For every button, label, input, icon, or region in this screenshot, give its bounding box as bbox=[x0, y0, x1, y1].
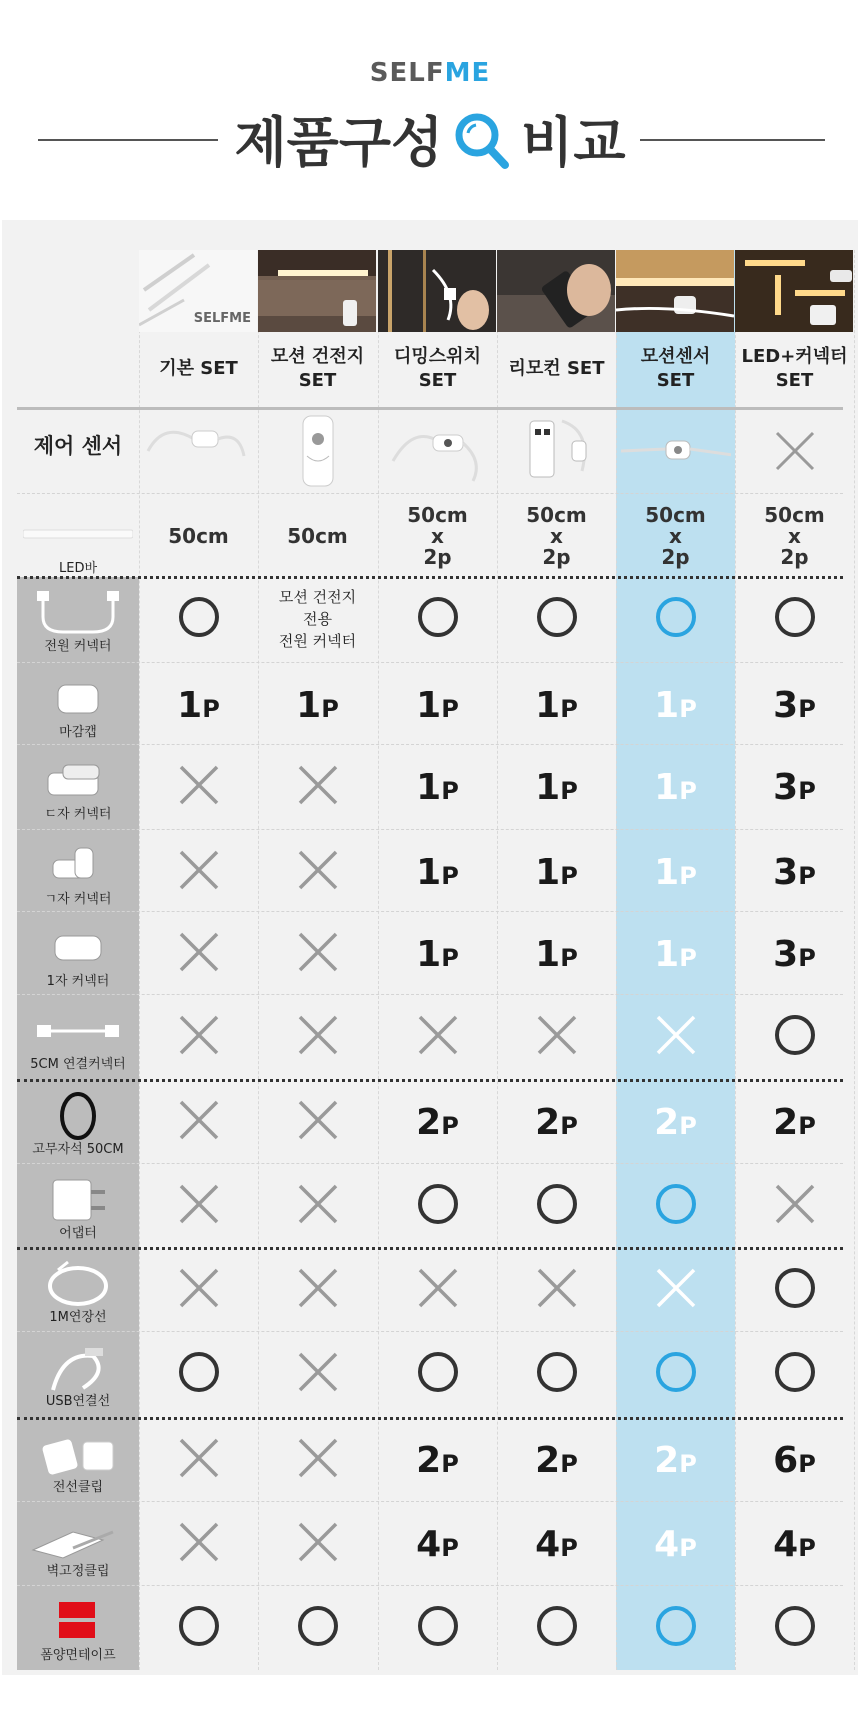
motion-sensor-icon bbox=[616, 410, 735, 492]
circle-mark-icon bbox=[773, 1266, 817, 1314]
cross-mark-icon bbox=[177, 1266, 221, 1314]
item-count-unit: P bbox=[441, 1111, 459, 1140]
row-label: 1M연장선 bbox=[49, 1310, 107, 1325]
item-cell bbox=[735, 830, 854, 914]
item-count-value: 3 bbox=[773, 766, 799, 808]
wire-clip-icon bbox=[17, 1428, 139, 1478]
column-title: 디밍스위치 bbox=[394, 346, 481, 367]
item-count-unit: P bbox=[560, 861, 578, 890]
title-text-right: 비교 bbox=[521, 110, 626, 174]
item-count bbox=[654, 767, 697, 808]
row-label: 어댑터 bbox=[59, 1226, 97, 1241]
circle-mark-icon bbox=[654, 595, 698, 643]
item-count-value: 1 bbox=[654, 851, 680, 893]
led-bar-length: 50cm bbox=[287, 523, 348, 548]
cross-mark-icon bbox=[177, 1520, 221, 1568]
circle-mark-icon bbox=[296, 1604, 340, 1652]
circle-mark-icon bbox=[773, 1013, 817, 1061]
item-count bbox=[773, 685, 816, 726]
circle-mark-icon bbox=[416, 1604, 460, 1652]
item-count bbox=[416, 852, 459, 893]
wall-clip-icon bbox=[17, 1512, 139, 1562]
item-count-unit: P bbox=[679, 1111, 697, 1140]
item-cell bbox=[139, 577, 258, 661]
item-cell bbox=[616, 1080, 735, 1164]
row-label: 벽고정클립 bbox=[46, 1564, 110, 1579]
circle-mark-icon bbox=[416, 1350, 460, 1398]
circle-mark-icon bbox=[535, 595, 579, 643]
item-count bbox=[535, 852, 578, 893]
item-count bbox=[177, 685, 220, 726]
cross-mark-icon bbox=[296, 1350, 340, 1398]
led-bar-length: 50cm x 2p bbox=[407, 502, 468, 569]
led-bar-length: 50cm x 2p bbox=[645, 502, 706, 569]
straight-connector-icon bbox=[17, 922, 139, 972]
item-cell bbox=[139, 995, 258, 1079]
item-cell bbox=[735, 1502, 854, 1586]
item-cell bbox=[497, 995, 616, 1079]
circle-mark-icon bbox=[416, 595, 460, 643]
item-note-line: 모션 건전지 bbox=[278, 588, 357, 606]
item-cell bbox=[616, 1418, 735, 1502]
item-count-value: 1 bbox=[416, 851, 442, 893]
cross-mark-icon bbox=[296, 1013, 340, 1061]
extension-cable-icon bbox=[17, 1258, 139, 1308]
row-label: ㄱ자 커넥터 bbox=[44, 892, 112, 907]
item-count bbox=[773, 1440, 816, 1481]
item-cell bbox=[378, 1080, 497, 1164]
item-count-value: 1 bbox=[654, 933, 680, 975]
dimming-switch-icon bbox=[378, 410, 497, 492]
column-subtitle: SET bbox=[775, 370, 814, 391]
item-count-value: 4 bbox=[773, 1523, 799, 1565]
remote-receiver-icon bbox=[497, 410, 616, 492]
photo-brand-text: SELFME bbox=[193, 311, 251, 326]
cross-mark-icon bbox=[177, 1182, 221, 1230]
item-cell bbox=[735, 912, 854, 996]
item-count bbox=[773, 1102, 816, 1143]
column-title: 리모컨 SET bbox=[508, 358, 605, 379]
cross-mark-icon bbox=[296, 848, 340, 896]
item-count-unit: P bbox=[441, 861, 459, 890]
item-count-value: 2 bbox=[535, 1439, 561, 1481]
item-count-unit: P bbox=[441, 694, 459, 723]
item-count-value: 2 bbox=[416, 1439, 442, 1481]
cross-mark-icon bbox=[177, 848, 221, 896]
cross-mark-icon bbox=[773, 1182, 817, 1230]
item-count-value: 2 bbox=[773, 1101, 799, 1143]
circle-mark-icon bbox=[416, 1182, 460, 1230]
item-cell bbox=[378, 912, 497, 996]
item-cell bbox=[258, 1332, 377, 1416]
item-note-line: 전원 커넥터 bbox=[278, 632, 357, 650]
item-count bbox=[535, 934, 578, 975]
row-label: 전원 커넥터 bbox=[44, 639, 112, 654]
item-count bbox=[416, 767, 459, 808]
circle-mark-icon bbox=[177, 1604, 221, 1652]
led-bar-label: LED바 bbox=[58, 561, 98, 576]
item-count-value: 1 bbox=[177, 684, 203, 726]
item-cell bbox=[497, 745, 616, 829]
item-cell bbox=[735, 745, 854, 829]
item-cell bbox=[139, 745, 258, 829]
item-count-value: 3 bbox=[773, 684, 799, 726]
item-note-line: 전용 bbox=[303, 610, 332, 628]
item-cell bbox=[139, 1586, 258, 1670]
item-count-unit: P bbox=[798, 943, 816, 972]
circle-mark-icon bbox=[654, 1350, 698, 1398]
circle-mark-icon bbox=[535, 1350, 579, 1398]
row-label: 폼양면테이프 bbox=[40, 1648, 116, 1663]
item-count-unit: P bbox=[798, 694, 816, 723]
item-cell bbox=[735, 1586, 854, 1670]
cross-mark-icon bbox=[177, 930, 221, 978]
item-count-value: 3 bbox=[773, 851, 799, 893]
item-cell bbox=[735, 577, 854, 661]
item-count-value: 1 bbox=[535, 684, 561, 726]
item-count-value: 1 bbox=[416, 766, 442, 808]
item-count bbox=[654, 1524, 697, 1565]
item-count-unit: P bbox=[560, 1111, 578, 1140]
item-cell bbox=[258, 577, 377, 661]
circle-mark-icon bbox=[773, 1350, 817, 1398]
item-count-value: 1 bbox=[535, 851, 561, 893]
item-cell bbox=[139, 1332, 258, 1416]
item-count-unit: P bbox=[679, 694, 697, 723]
item-count-unit: P bbox=[560, 1449, 578, 1478]
column-title: 모션 건전지 bbox=[270, 346, 365, 367]
column-divider bbox=[854, 250, 855, 1670]
led-connector-set-photo bbox=[735, 250, 853, 332]
column-header bbox=[139, 357, 258, 381]
item-count-unit: P bbox=[679, 1533, 697, 1562]
led-bar-length: 50cm x 2p bbox=[526, 502, 587, 569]
item-count-unit: P bbox=[560, 943, 578, 972]
item-cell bbox=[616, 1586, 735, 1670]
circle-mark-icon bbox=[535, 1604, 579, 1652]
remote-set-photo bbox=[497, 250, 615, 332]
cross-mark-icon bbox=[296, 930, 340, 978]
circle-mark-icon bbox=[654, 1604, 698, 1652]
item-cell bbox=[735, 1418, 854, 1502]
item-cell bbox=[497, 1418, 616, 1502]
item-count-unit: P bbox=[441, 776, 459, 805]
item-cell bbox=[616, 577, 735, 661]
cross-mark-icon bbox=[177, 763, 221, 811]
item-cell bbox=[735, 1164, 854, 1248]
cross-mark-icon bbox=[177, 1013, 221, 1061]
row-label: USB연결선 bbox=[45, 1394, 111, 1409]
item-cell bbox=[139, 830, 258, 914]
item-count-unit: P bbox=[798, 861, 816, 890]
item-count bbox=[535, 1524, 578, 1565]
item-cell bbox=[616, 995, 735, 1079]
item-cell bbox=[378, 1248, 497, 1332]
basic-set-photo bbox=[139, 250, 257, 332]
item-cell bbox=[139, 1418, 258, 1502]
motion-battery-sensor-icon bbox=[258, 410, 377, 492]
item-cell bbox=[497, 830, 616, 914]
row-label: 전선클립 bbox=[52, 1480, 104, 1495]
brand-logo: SELFME bbox=[369, 58, 491, 88]
item-cell bbox=[497, 1586, 616, 1670]
item-cell bbox=[497, 1080, 616, 1164]
power-connector-icon bbox=[17, 587, 139, 637]
column-title: LED+커넥터 bbox=[741, 346, 848, 367]
item-count-unit: P bbox=[560, 694, 578, 723]
column-header bbox=[735, 345, 854, 393]
item-cell bbox=[258, 663, 377, 747]
led-bar-length: 50cm bbox=[168, 523, 229, 548]
item-cell bbox=[378, 663, 497, 747]
item-cell bbox=[497, 663, 616, 747]
item-count-value: 1 bbox=[535, 766, 561, 808]
magnet-strip-icon bbox=[17, 1090, 139, 1140]
item-count-value: 2 bbox=[416, 1101, 442, 1143]
cross-mark-icon bbox=[535, 1266, 579, 1314]
item-count bbox=[654, 1102, 697, 1143]
circle-mark-icon bbox=[177, 1350, 221, 1398]
item-cell bbox=[497, 1332, 616, 1416]
item-count-value: 4 bbox=[416, 1523, 442, 1565]
item-cell bbox=[497, 1248, 616, 1332]
cross-mark-icon bbox=[735, 410, 854, 492]
cross-mark-icon bbox=[654, 1013, 698, 1061]
item-cell bbox=[497, 912, 616, 996]
item-count-unit: P bbox=[441, 1533, 459, 1562]
item-cell bbox=[378, 1502, 497, 1586]
cross-mark-icon bbox=[654, 1266, 698, 1314]
item-cell bbox=[497, 1502, 616, 1586]
item-cell bbox=[378, 995, 497, 1079]
item-cell bbox=[616, 1248, 735, 1332]
item-count-unit: P bbox=[560, 776, 578, 805]
item-cell bbox=[258, 830, 377, 914]
item-cell bbox=[735, 1080, 854, 1164]
item-count-value: 1 bbox=[535, 933, 561, 975]
item-count-value: 1 bbox=[654, 684, 680, 726]
cross-mark-icon bbox=[416, 1013, 460, 1061]
item-count bbox=[416, 685, 459, 726]
adapter-icon bbox=[17, 1174, 139, 1224]
item-cell bbox=[139, 1080, 258, 1164]
cross-mark-icon bbox=[416, 1266, 460, 1314]
item-count-unit: P bbox=[441, 943, 459, 972]
item-count-unit: P bbox=[560, 1533, 578, 1562]
column-subtitle: SET bbox=[656, 370, 695, 391]
column-title: 모션센서 bbox=[640, 346, 711, 367]
u-connector-icon bbox=[17, 755, 139, 805]
item-count bbox=[773, 852, 816, 893]
item-count bbox=[654, 852, 697, 893]
circle-mark-icon bbox=[177, 595, 221, 643]
column-header bbox=[497, 357, 616, 381]
item-cell bbox=[258, 1248, 377, 1332]
item-count-value: 1 bbox=[654, 766, 680, 808]
column-header bbox=[258, 345, 377, 393]
item-cell bbox=[378, 745, 497, 829]
item-count bbox=[535, 767, 578, 808]
column-header bbox=[378, 345, 497, 393]
row-label: 고무자석 50CM bbox=[32, 1142, 124, 1157]
item-cell bbox=[139, 1164, 258, 1248]
item-cell bbox=[139, 1248, 258, 1332]
foam-tape-icon bbox=[17, 1596, 139, 1646]
item-count bbox=[654, 934, 697, 975]
motion-sensor-set-photo bbox=[616, 250, 734, 332]
item-cell bbox=[497, 577, 616, 661]
item-cell bbox=[258, 995, 377, 1079]
item-cell bbox=[616, 912, 735, 996]
item-count bbox=[416, 1524, 459, 1565]
circle-mark-icon bbox=[535, 1182, 579, 1230]
row-label: ㄷ자 커넥터 bbox=[44, 807, 112, 822]
title-divider-left bbox=[38, 139, 218, 141]
item-cell bbox=[258, 1502, 377, 1586]
title-divider-right bbox=[640, 139, 825, 141]
led-bar-icon bbox=[17, 528, 139, 540]
item-cell bbox=[735, 663, 854, 747]
item-count-value: 2 bbox=[654, 1101, 680, 1143]
item-count-unit: P bbox=[679, 943, 697, 972]
item-cell bbox=[258, 1586, 377, 1670]
cross-mark-icon bbox=[535, 1013, 579, 1061]
motion-battery-set-photo bbox=[258, 250, 376, 332]
cross-mark-icon bbox=[177, 1098, 221, 1146]
l-connector-icon bbox=[17, 840, 139, 890]
item-count-value: 6 bbox=[773, 1439, 799, 1481]
row-label: 마감캡 bbox=[59, 725, 97, 740]
item-cell bbox=[139, 663, 258, 747]
item-count bbox=[535, 1102, 578, 1143]
item-count-unit: P bbox=[798, 1449, 816, 1478]
cross-mark-icon bbox=[296, 763, 340, 811]
item-count-value: 3 bbox=[773, 933, 799, 975]
dimming-switch-set-photo bbox=[378, 250, 496, 332]
item-cell bbox=[735, 1248, 854, 1332]
item-count bbox=[654, 685, 697, 726]
item-cell bbox=[616, 663, 735, 747]
column-header bbox=[616, 345, 735, 393]
usb-cable-icon bbox=[17, 1342, 139, 1392]
item-count-value: 4 bbox=[654, 1523, 680, 1565]
led-bar-length: 50cm x 2p bbox=[764, 502, 825, 569]
end-cap-icon bbox=[17, 673, 139, 723]
item-cell bbox=[735, 995, 854, 1079]
cross-mark-icon bbox=[296, 1182, 340, 1230]
circle-mark-icon bbox=[773, 595, 817, 643]
item-cell bbox=[378, 1418, 497, 1502]
item-count bbox=[773, 934, 816, 975]
item-cell bbox=[735, 1332, 854, 1416]
item-count-unit: P bbox=[679, 776, 697, 805]
item-count-value: 4 bbox=[535, 1523, 561, 1565]
basic-switch-icon bbox=[139, 410, 258, 492]
item-count bbox=[535, 1440, 578, 1481]
item-cell bbox=[616, 830, 735, 914]
item-count-value: 2 bbox=[654, 1439, 680, 1481]
item-cell bbox=[616, 745, 735, 829]
item-count-unit: P bbox=[798, 1111, 816, 1140]
item-count-unit: P bbox=[679, 861, 697, 890]
circle-mark-icon bbox=[773, 1604, 817, 1652]
item-cell bbox=[258, 1418, 377, 1502]
item-cell bbox=[139, 912, 258, 996]
cross-mark-icon bbox=[296, 1436, 340, 1484]
item-cell bbox=[378, 1586, 497, 1670]
item-cell bbox=[378, 1332, 497, 1416]
title-row bbox=[0, 98, 860, 178]
column-subtitle: SET bbox=[418, 370, 457, 391]
item-count bbox=[773, 767, 816, 808]
circle-mark-icon bbox=[654, 1182, 698, 1230]
item-cell bbox=[378, 830, 497, 914]
item-count-unit: P bbox=[798, 1533, 816, 1562]
item-count-unit: P bbox=[321, 694, 339, 723]
row-divider bbox=[17, 493, 843, 494]
item-count-unit: P bbox=[679, 1449, 697, 1478]
item-note bbox=[279, 586, 356, 652]
column-subtitle: SET bbox=[298, 370, 337, 391]
item-count-unit: P bbox=[798, 776, 816, 805]
item-cell bbox=[258, 912, 377, 996]
item-count-value: 1 bbox=[296, 684, 322, 726]
page-title bbox=[230, 98, 630, 178]
item-count bbox=[654, 1440, 697, 1481]
control-sensor-label: 제어 센서 bbox=[33, 434, 123, 458]
item-count bbox=[773, 1524, 816, 1565]
item-cell bbox=[258, 745, 377, 829]
item-count-value: 1 bbox=[416, 933, 442, 975]
item-cell bbox=[497, 1164, 616, 1248]
cross-mark-icon bbox=[177, 1436, 221, 1484]
item-cell bbox=[616, 1164, 735, 1248]
row-label: 1자 커넥터 bbox=[46, 974, 110, 989]
item-cell bbox=[378, 1164, 497, 1248]
magnifier-icon bbox=[447, 103, 517, 173]
item-cell bbox=[616, 1502, 735, 1586]
column-title: 기본 SET bbox=[159, 358, 238, 379]
5cm-cable-icon bbox=[17, 1005, 139, 1055]
cross-mark-icon bbox=[296, 1098, 340, 1146]
item-cell bbox=[258, 1080, 377, 1164]
item-cell bbox=[378, 577, 497, 661]
item-count-unit: P bbox=[441, 1449, 459, 1478]
item-count-unit: P bbox=[202, 694, 220, 723]
item-cell bbox=[139, 1502, 258, 1586]
cross-mark-icon bbox=[296, 1520, 340, 1568]
item-count-value: 2 bbox=[535, 1101, 561, 1143]
title-text-left: 제품구성 bbox=[234, 110, 444, 174]
cross-mark-icon bbox=[296, 1266, 340, 1314]
item-count bbox=[416, 1440, 459, 1481]
item-count bbox=[296, 685, 339, 726]
row-label: 5CM 연결커넥터 bbox=[30, 1057, 126, 1072]
item-cell bbox=[616, 1332, 735, 1416]
item-count bbox=[416, 1102, 459, 1143]
item-count bbox=[416, 934, 459, 975]
item-count bbox=[535, 685, 578, 726]
item-count-value: 1 bbox=[416, 684, 442, 726]
item-cell bbox=[258, 1164, 377, 1248]
